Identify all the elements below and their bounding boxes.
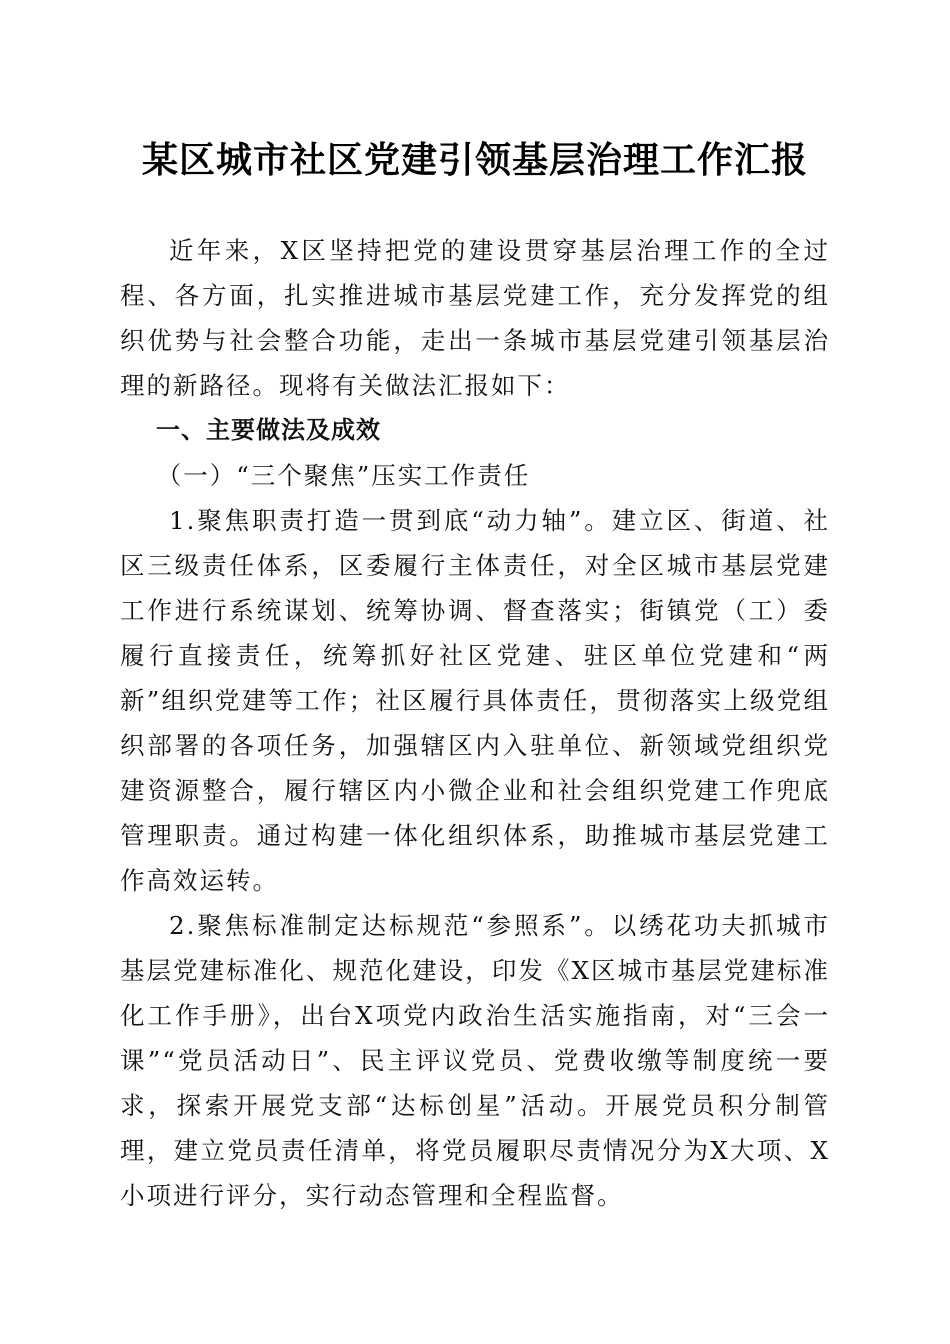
subsection-heading-three-focuses: （一）“三个聚焦”压实工作责任 [156, 461, 531, 490]
document-title: 某区城市社区党建引领基层治理工作汇报 [141, 139, 808, 181]
intro-paragraph: 近年来，X区坚持把党的建设贯穿基层治理工作的全过程、各方面，扎实推进城市基层党建工作，充分发挥党的组织优势与社会整合功能，走出一条城市基层党建引领基层治理的新路径。现将有关做法汇报如下： [120, 236, 830, 400]
document-body [120, 228, 830, 1218]
item-paragraph-1: 1.聚焦职责打造一贯到底“动力轴”。建立区、街道、社区三级责任体系，区委履行主体责任，对全区城市基层党建工作进行系统谋划、统筹协调、督查落实；街镇党（工）委履行直接责任，统筹抓好社区党建、驻区单位党建和“两新”组织党建等工作；社区履行具体责任，贯彻落实上级党组织部署的各项任务，加强辖区内入驻单位、新领域党组织党建资源整合，履行辖区内小微企业和社会组织党建工作兜底管理职责。通过构建一体化组织体系，助推城市基层党建工作高效运转。 [120, 506, 830, 895]
section-heading-main-practices: 一、主要做法及成效 [156, 416, 381, 444]
item-paragraph-2: 2.聚焦标准制定达标规范“参照系”。以绣花功夫抓城市基层党建标准化、规范化建设，印发《X区城市基层党建标准化工作手册》，出台X项党内政治生活实施指南，对“三会一课”“党员活动日”、民主评议党员、党费收缴等制度统一要求，探索开展党支部“达标创星”活动。开展党员积分制管理，建立党员责任清单，将党员履职尽责情况分为X大项、X小项进行评分，实行动态管理和全程监督。 [120, 911, 830, 1210]
